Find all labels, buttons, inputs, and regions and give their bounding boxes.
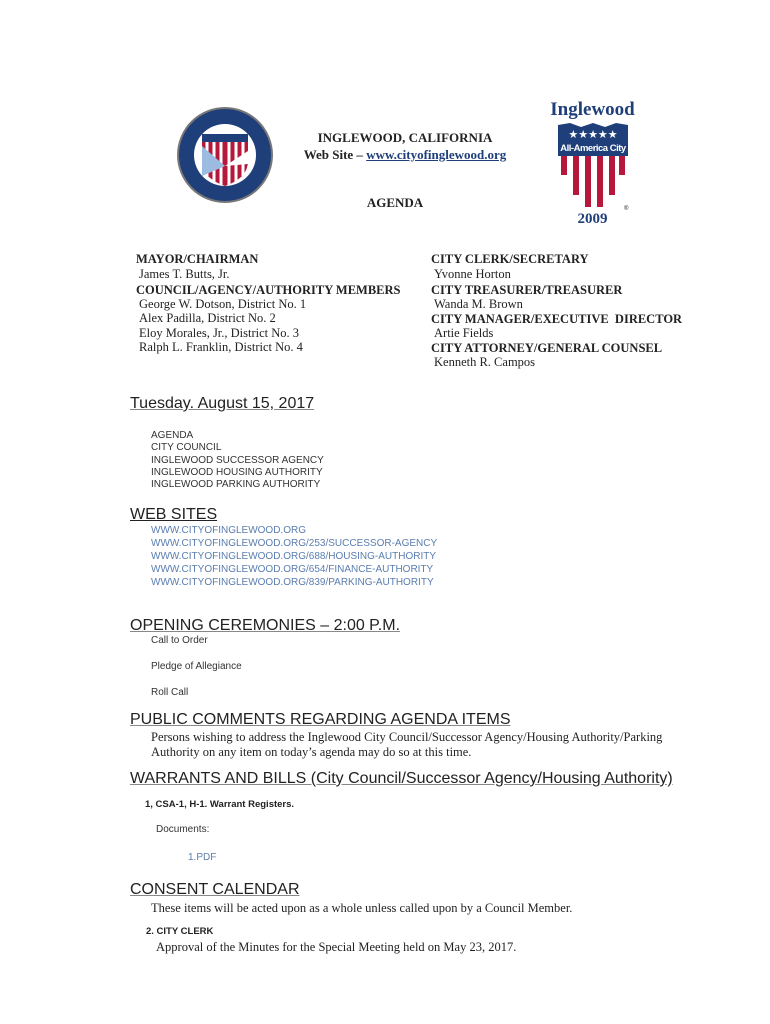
website-label: Web Site – xyxy=(303,147,367,162)
website-link[interactable]: WWW.CITYOFINGLEWOOD.ORG xyxy=(151,525,306,536)
clerk-name: Yvonne Horton xyxy=(434,267,511,281)
clerk-title: CITY CLERK/SECRETARY xyxy=(431,252,589,266)
treasurer-name: Wanda M. Brown xyxy=(434,297,523,311)
council-member: George W. Dotson, District No. 1 xyxy=(139,297,307,311)
body-item: CITY COUNCIL xyxy=(151,442,222,453)
logo-name: Inglewood xyxy=(550,99,635,120)
pdf-link[interactable]: 1.PDF xyxy=(188,852,217,863)
consent-item-text: Approval of the Minutes for the Special Meeting held on May 23, 2017. xyxy=(156,940,517,954)
public-comments-heading: PUBLIC COMMENTS REGARDING AGENDA ITEMS xyxy=(130,711,511,728)
shield-icon xyxy=(558,123,628,213)
registered-mark: ® xyxy=(624,206,629,212)
city-name: INGLEWOOD, CALIFORNIA xyxy=(317,130,493,145)
public-comments-text: Authority on any item on today’s agenda may do so at this time. xyxy=(151,745,472,759)
council-member: Eloy Morales, Jr., District No. 3 xyxy=(139,326,300,340)
opening-item: Pledge of Allegiance xyxy=(151,661,242,672)
website-link[interactable]: www.cityofinglewood.org xyxy=(366,147,507,162)
public-comments-text: Persons wishing to address the Inglewood City Council/Successor Agency/Housing Authority/Parking xyxy=(151,730,663,744)
meeting-date: Tuesday. August 15, 2017 xyxy=(130,395,315,412)
consent-item: 2. CITY CLERK xyxy=(146,926,214,937)
mayor-title: MAYOR/CHAIRMAN xyxy=(136,252,259,266)
manager-title: CITY MANAGER/EXECUTIVE DIRECTOR xyxy=(431,312,683,326)
documents-label: Documents: xyxy=(156,824,210,835)
council-member: Ralph L. Franklin, District No. 4 xyxy=(139,340,303,354)
attorney-title: CITY ATTORNEY/GENERAL COUNSEL xyxy=(431,341,663,355)
agenda-title: AGENDA xyxy=(366,195,424,210)
opening-item: Roll Call xyxy=(151,687,189,698)
logo-year: 2009 xyxy=(577,211,608,227)
council-member: Alex Padilla, District No. 2 xyxy=(139,311,276,325)
website-link[interactable]: WWW.CITYOFINGLEWOOD.ORG/688/HOUSING-AUTHORITY xyxy=(151,551,437,562)
body-item: INGLEWOOD SUCCESSOR AGENCY xyxy=(151,455,324,466)
warrants-item: 1, CSA-1, H-1. Warrant Registers. xyxy=(145,799,295,810)
body-item: INGLEWOOD PARKING AUTHORITY xyxy=(151,479,321,490)
website-link[interactable]: WWW.CITYOFINGLEWOOD.ORG/839/PARKING-AUTHORITY xyxy=(151,577,434,588)
websites-heading: WEB SITES xyxy=(130,506,218,523)
mayor-name: James T. Butts, Jr. xyxy=(139,267,230,281)
consent-text: These items will be acted upon as a whole unless called upon by a Council Member. xyxy=(151,901,573,915)
svg-text:★★★★★: ★★★★★ xyxy=(568,128,618,141)
body-item: AGENDA xyxy=(151,430,194,441)
logo-banner: All-America City xyxy=(560,143,626,154)
attorney-name: Kenneth R. Campos xyxy=(434,355,536,369)
all-america-city-logo xyxy=(540,98,645,233)
website-line xyxy=(300,148,510,161)
website-link[interactable]: WWW.CITYOFINGLEWOOD.ORG/253/SUCCESSOR-AGENCY xyxy=(151,538,438,549)
council-title: COUNCIL/AGENCY/AUTHORITY MEMBERS xyxy=(136,283,401,297)
website-link[interactable]: WWW.CITYOFINGLEWOOD.ORG/654/FINANCE-AUTHORITY xyxy=(151,564,434,575)
opening-item: Call to Order xyxy=(151,635,208,646)
consent-heading: CONSENT CALENDAR xyxy=(130,881,300,898)
treasurer-title: CITY TREASURER/TREASURER xyxy=(431,283,623,297)
opening-heading: OPENING CEREMONIES – 2:00 P.M. xyxy=(130,617,401,634)
manager-name: Artie Fields xyxy=(434,326,494,340)
city-seal-logo xyxy=(176,106,274,204)
warrants-heading: WARRANTS AND BILLS (City Council/Successor Agency/Housing Authority) xyxy=(130,770,673,787)
body-item: INGLEWOOD HOUSING AUTHORITY xyxy=(151,467,323,478)
